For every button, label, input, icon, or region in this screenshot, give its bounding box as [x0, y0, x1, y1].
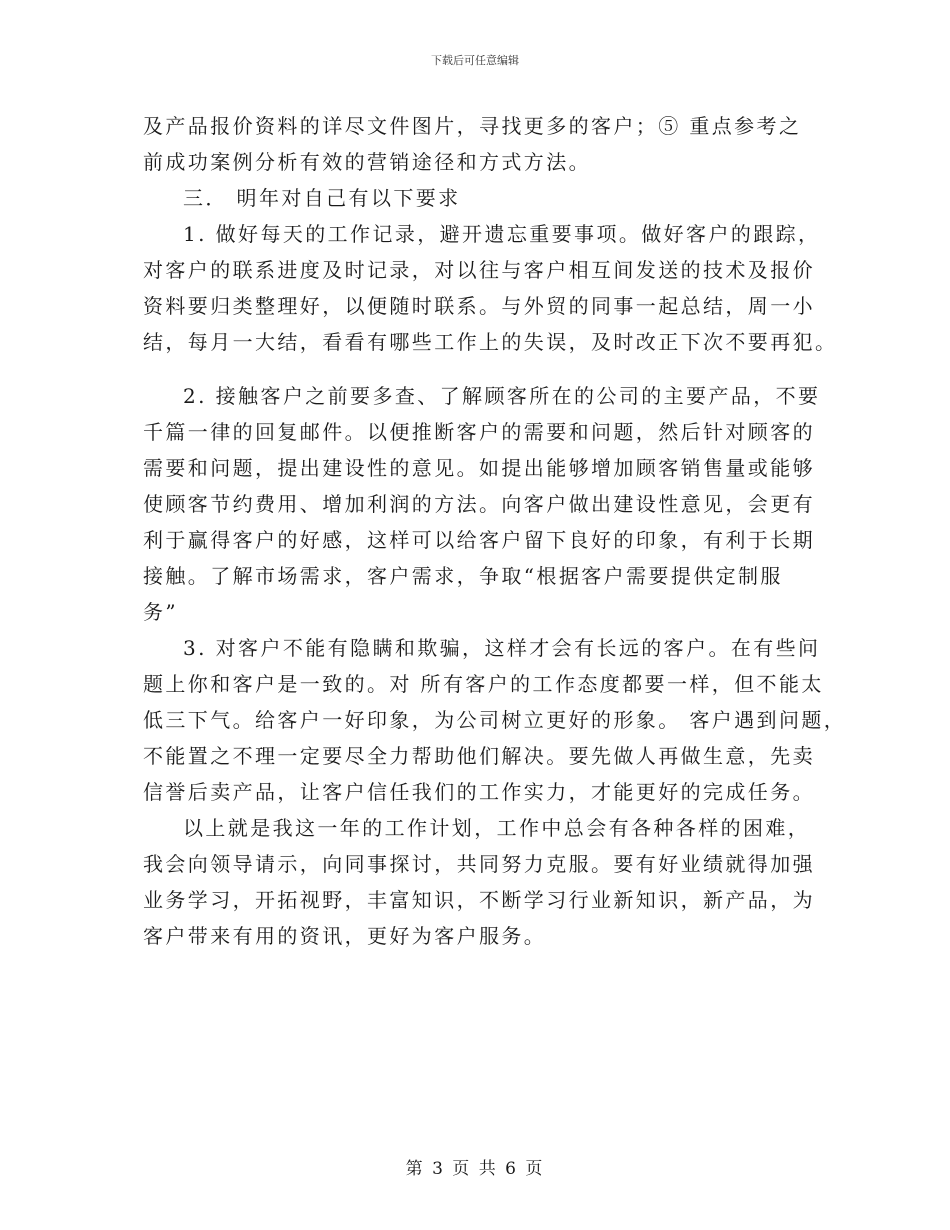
body-line: 前成功案例分析有效的营销途径和方式方法。: [143, 150, 591, 174]
body-line: 2. 接触客户之前要多查、了解顾客所在的公司的主要产品，不要: [183, 384, 821, 408]
body-line: 务”: [143, 600, 179, 624]
body-line: 以上就是我这一年的工作计划，工作中总会有各种各样的困难，: [183, 816, 811, 840]
body-line: 接触。了解市场需求，客户需求，争取“根据客户需要提供定制服: [143, 564, 783, 588]
paragraph-gap: [143, 360, 815, 378]
body-line: 千篇一律的回复邮件。以便推断客户的需要和问题，然后针对顾客的: [143, 420, 815, 444]
body-line: 需要和问题，提出建设性的意见。如提出能够增加顾客销售量或能够: [143, 456, 815, 480]
body-line: 业务学习，开拓视野，丰富知识，不断学习行业新知识，新产品，为: [143, 888, 815, 912]
body-line: 资料要归类整理好，以便随时联系。与外贸的同事一起总结，周一小: [143, 294, 815, 318]
document-body: [143, 108, 847, 954]
section-heading: 三． 明年对自己有以下要求: [183, 186, 461, 210]
body-line: 及产品报价资料的详尽文件图片，寻找更多的客户；⑤ 重点参考之: [143, 114, 802, 138]
body-line: 客户带来有用的资讯，更好为客户服务。: [143, 924, 547, 948]
body-line: 3. 对客户不能有隐瞒和欺骗，这样才会有长远的客户。在有些问: [183, 636, 821, 660]
page-header: 下载后可任意编辑: [431, 54, 519, 67]
body-line: 结，每月一大结，看看有哪些工作上的失误，及时改正下次不要再犯。: [143, 330, 838, 354]
body-line: 利于赢得客户的好感，这样可以给客户留下良好的印象，有利于长期: [143, 528, 815, 552]
body-line: 对客户的联系进度及时记录，对以往与客户相互间发送的技术及报价: [143, 258, 815, 282]
body-line: 低三下气。给客户一好印象，为公司树立更好的形象。 客户遇到问题，: [143, 708, 847, 732]
body-line: 我会向领导请示，向同事探讨，共同努力克服。要有好业绩就得加强: [143, 852, 815, 876]
page-number: 第 3 页 共 6 页: [405, 1159, 545, 1179]
body-line: 题上你和客户是一致的。对 所有客户的工作态度都要一样，但不能太: [143, 672, 824, 696]
body-line: 1. 做好每天的工作记录，避开遗忘重要事项。做好客户的跟踪，: [183, 222, 821, 246]
body-line: 信誉后卖产品，让客户信任我们的工作实力，才能更好的完成任务。: [143, 780, 815, 804]
body-line: 使顾客节约费用、增加利润的方法。向客户做出建设性意见，会更有: [143, 492, 815, 516]
body-line: 不能置之不理一定要尽全力帮助他们解决。要先做人再做生意，先卖: [143, 744, 815, 768]
